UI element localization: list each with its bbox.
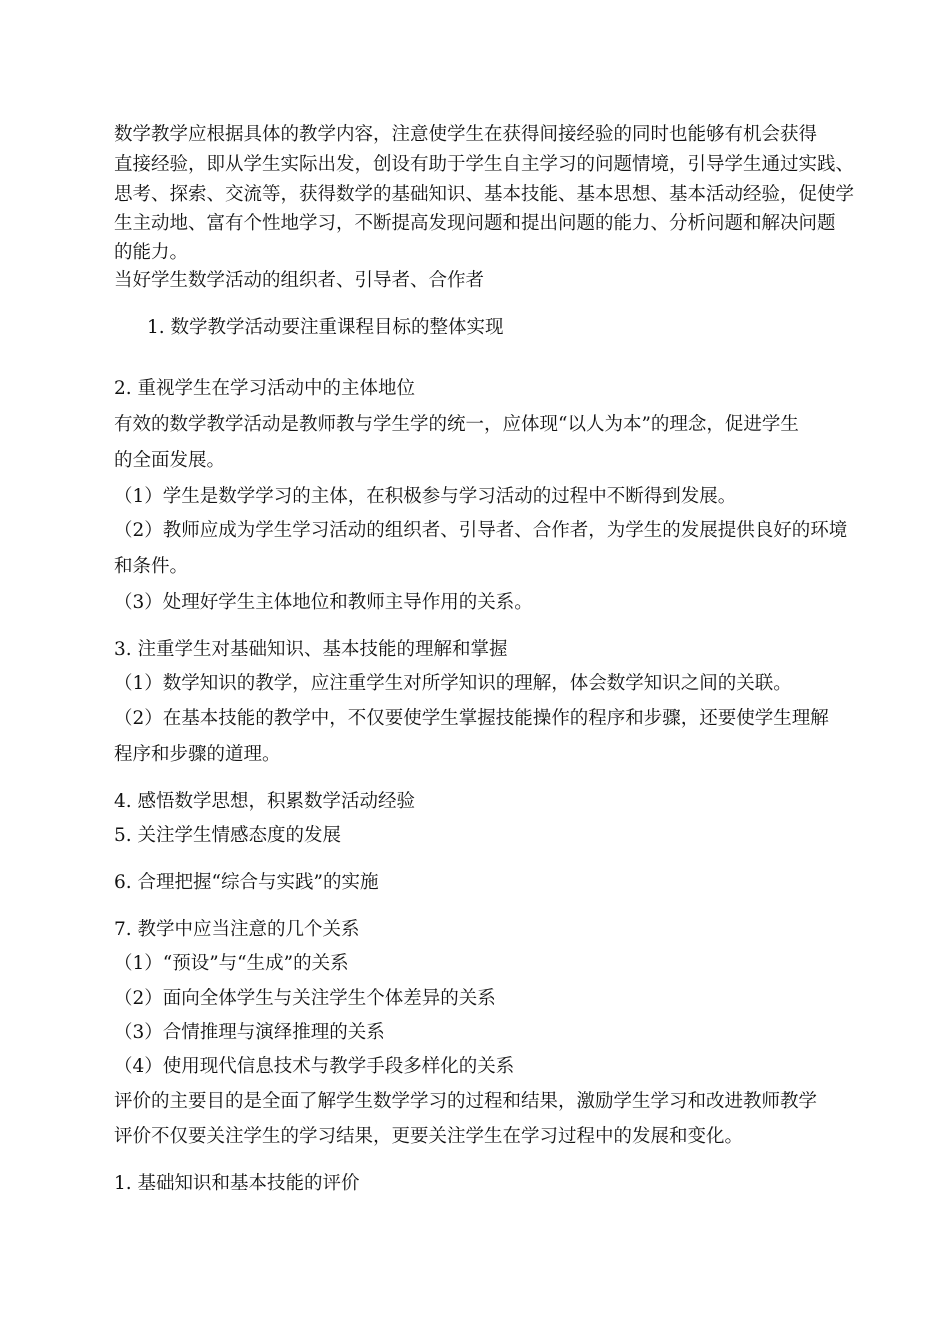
eval-line-2: 评价不仅要关注学生的学习结果，更要关注学生在学习过程中的发展和变化。	[114, 1126, 744, 1147]
intro-line-1: 数学教学应根据具体的教学内容，注意使学生在获得间接经验的同时也能够有机会获得	[114, 124, 818, 145]
item-6-heading: 6. 合理把握“综合与实践”的实施	[114, 872, 379, 893]
item-4-heading: 4. 感悟数学思想，积累数学活动经验	[114, 791, 416, 812]
item-2-desc-line-1: 有效的数学教学活动是教师教与学生学的统一，应体现“以人为本”的理念，促进学生	[114, 414, 799, 435]
item-2-heading: 2. 重视学生在学习活动中的主体地位	[114, 378, 416, 399]
item-1-heading: 1. 数学教学活动要注重课程目标的整体实现	[147, 317, 504, 338]
eval-item-1-heading: 1. 基础知识和基本技能的评价	[114, 1173, 360, 1194]
intro-line-4: 生主动地、富有个性地学习，不断提高发现问题和提出问题的能力、分析问题和解决问题	[114, 213, 836, 234]
role-line: 当好学生数学活动的组织者、引导者、合作者	[114, 270, 485, 291]
item-3-sub-2-line-1: （2）在基本技能的教学中，不仅要使学生掌握技能操作的程序和步骤，还要使学生理解	[114, 708, 829, 729]
item-7-sub-3: （3）合情推理与演绎推理的关系	[114, 1022, 385, 1043]
item-7-sub-4: （4）使用现代信息技术与教学手段多样化的关系	[114, 1056, 515, 1077]
item-2-sub-2-line-2: 和条件。	[114, 556, 189, 577]
item-7-sub-1: （1）“预设”与“生成”的关系	[114, 953, 349, 974]
eval-line-1: 评价的主要目的是全面了解学生数学学习的过程和结果，激励学生学习和改进教师教学	[114, 1091, 818, 1112]
item-3-sub-2-line-2: 程序和步骤的道理。	[114, 744, 281, 765]
intro-line-5: 的能力。	[114, 242, 189, 263]
item-3-heading: 3. 注重学生对基础知识、基本技能的理解和掌握	[114, 639, 508, 660]
item-2-sub-2-line-1: （2）教师应成为学生学习活动的组织者、引导者、合作者，为学生的发展提供良好的环境	[114, 520, 848, 541]
item-3-sub-1: （1）数学知识的教学，应注重学生对所学知识的理解，体会数学知识之间的关联。	[114, 673, 792, 694]
item-2-sub-3: （3）处理好学生主体地位和教师主导作用的关系。	[114, 592, 533, 613]
item-2-sub-1: （1）学生是数学学习的主体，在积极参与学习活动的过程中不断得到发展。	[114, 486, 737, 507]
item-7-heading: 7. 教学中应当注意的几个关系	[114, 919, 360, 940]
item-2-desc-line-2: 的全面发展。	[114, 450, 226, 471]
intro-line-2: 直接经验，即从学生实际出发，创设有助于学生自主学习的问题情境，引导学生通过实践、	[114, 154, 855, 175]
intro-line-3: 思考、探索、交流等，获得数学的基础知识、基本技能、基本思想、基本活动经验，促使学	[114, 184, 855, 205]
item-5-heading: 5. 关注学生情感态度的发展	[114, 825, 342, 846]
item-7-sub-2: （2）面向全体学生与关注学生个体差异的关系	[114, 988, 496, 1009]
